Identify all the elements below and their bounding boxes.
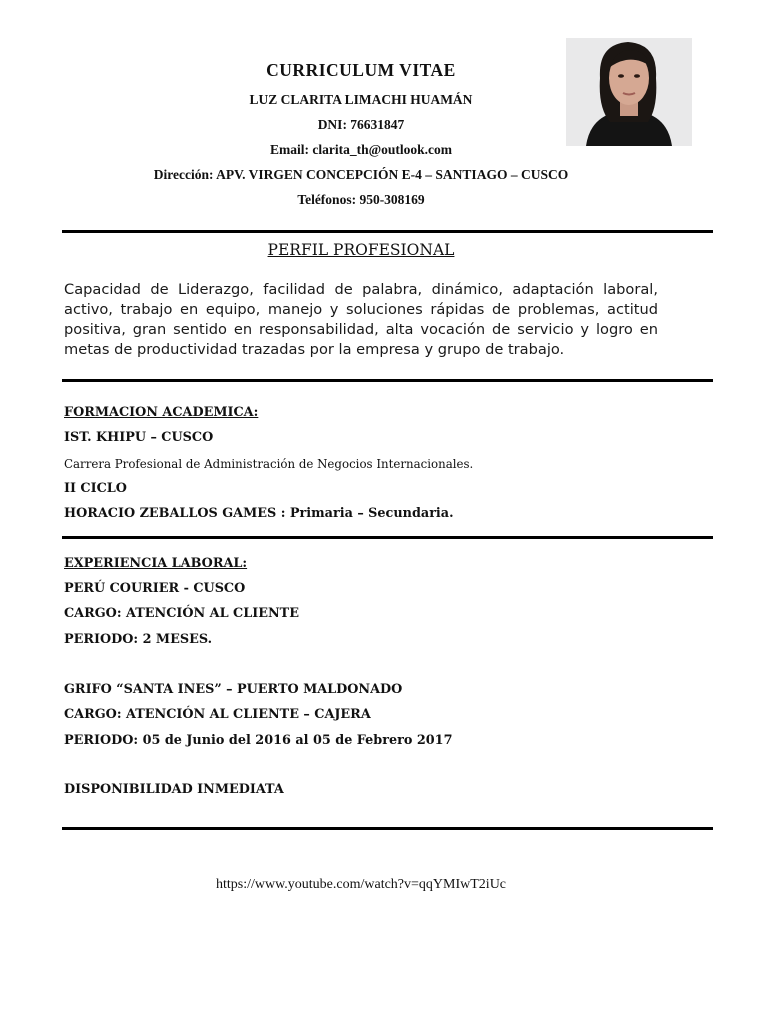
- divider: [62, 230, 713, 233]
- availability-note: DISPONIBILIDAD INMEDIATA: [64, 782, 284, 797]
- job-period: PERIODO: 2 MESES.: [64, 632, 213, 647]
- divider: [62, 379, 713, 382]
- job-company: PERÚ COURIER - CUSCO: [64, 581, 246, 596]
- profile-photo: [566, 38, 692, 146]
- divider: [62, 536, 713, 539]
- video-link[interactable]: https://www.youtube.com/watch?v=qqYMIwT2iUc: [215, 877, 507, 892]
- email-line: Email: clarita_th@outlook.com: [269, 142, 453, 157]
- perfil-paragraph: Capacidad de Liderazgo, facilidad de palabra, dinámico, adaptación laboral, activo, trabajo en equipo, manejo y soluciones rápidas de problemas, actitud positiva, gran sentido en responsabilidad, alta vocación de servicio y logro en metas de productividad trazadas por la empresa y grupo de trabajo.: [64, 281, 658, 358]
- dni-line: DNI: 76631847: [317, 117, 405, 132]
- cycle-label: II CICLO: [64, 481, 127, 496]
- cv-title: CURRICULUM VITAE: [266, 60, 456, 80]
- formacion-heading: FORMACION ACADEMICA:: [64, 405, 259, 420]
- job-position: CARGO: ATENCIÓN AL CLIENTE: [64, 606, 299, 621]
- job-position: CARGO: ATENCIÓN AL CLIENTE – CAJERA: [64, 707, 371, 722]
- perfil-heading: PERFIL PROFESIONAL: [267, 241, 455, 259]
- address-line: Dirección: APV. VIRGEN CONCEPCIÓN E-4 – SANTIAGO – CUSCO: [153, 167, 569, 182]
- job-company: GRIFO “SANTA INES” – PUERTO MALDONADO: [64, 682, 403, 697]
- candidate-name: LUZ CLARITA LIMACHI HUAMÁN: [249, 92, 473, 107]
- divider: [62, 827, 713, 830]
- school-name: HORACIO ZEBALLOS GAMES : Primaria – Secundaria.: [64, 506, 454, 521]
- job-period: PERIODO: 05 de Junio del 2016 al 05 de Febrero 2017: [64, 733, 453, 748]
- career-name: Carrera Profesional de Administración de Negocios Internacionales.: [64, 457, 474, 471]
- phone-line: Teléfonos: 950-308169: [297, 192, 425, 207]
- institute-name: IST. KHIPU – CUSCO: [64, 430, 214, 445]
- experiencia-heading: EXPERIENCIA LABORAL:: [64, 556, 248, 571]
